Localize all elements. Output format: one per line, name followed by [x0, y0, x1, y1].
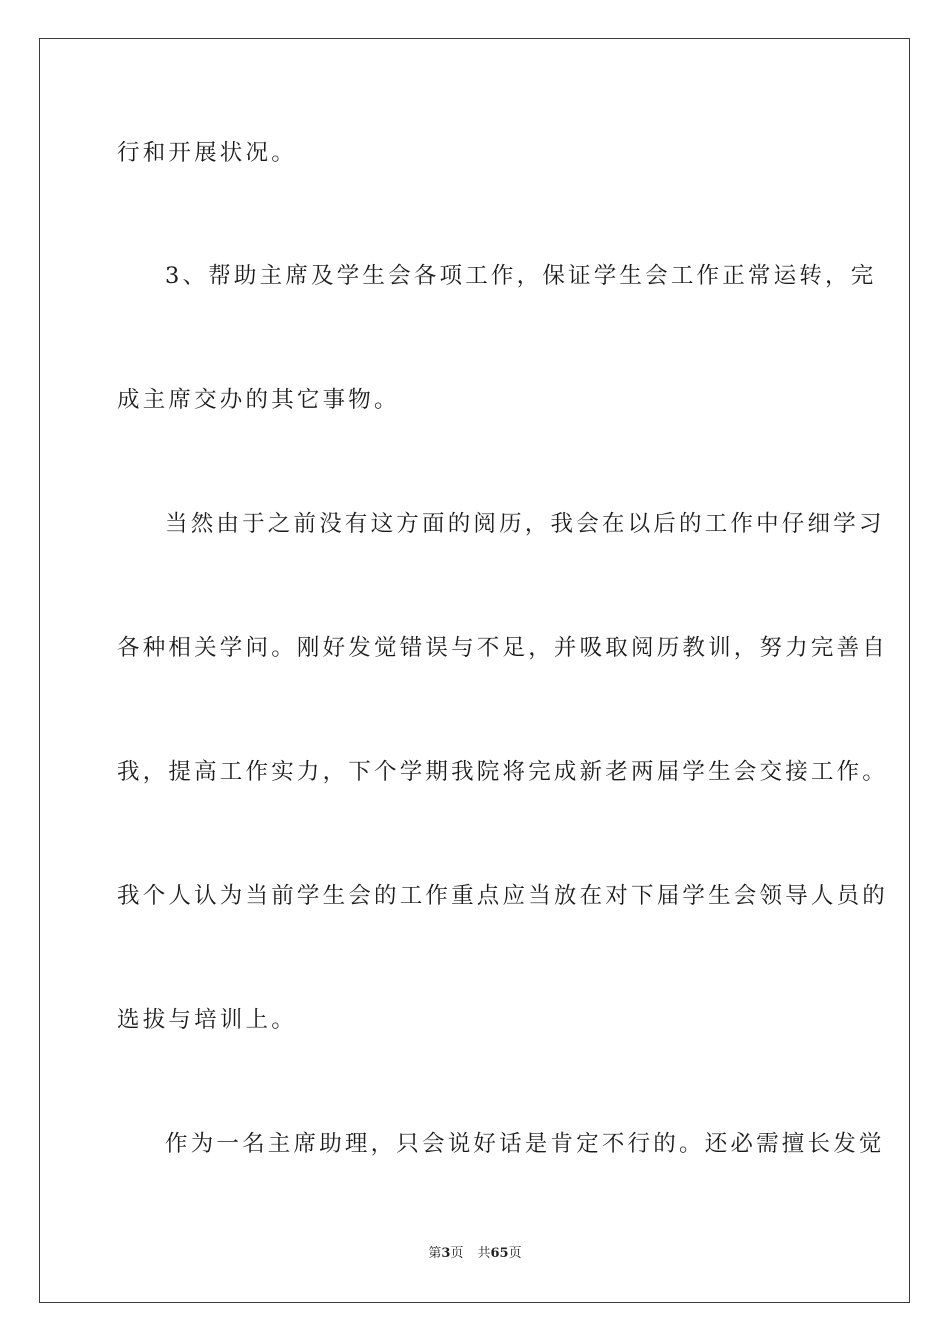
text-line-2: 3、帮助主席及学生会各项工作，保证学生会工作正常运转，完	[165, 263, 877, 289]
footer-page-total: 65	[490, 1246, 509, 1261]
footer-page-current: 3	[441, 1246, 451, 1261]
text-line-5: 各种相关学问。刚好发觉错误与不足，并吸取阅历教训，努力完善自	[117, 635, 889, 661]
text-line-6: 我，提高工作实力，下个学期我院将完成新老两届学生会交接工作。	[117, 759, 889, 785]
text-line-9: 作为一名主席助理，只会说好话是肯定不行的。还必需擅长发觉	[165, 1131, 885, 1157]
footer-page-suffix: 页	[450, 1246, 464, 1261]
text-line-8: 选拔与培训上。	[117, 1007, 297, 1033]
text-line-4: 当然由于之前没有这方面的阅历，我会在以后的工作中仔细学习	[165, 511, 885, 537]
page-border	[39, 38, 910, 1303]
text-line-1: 行和开展状况。	[117, 140, 297, 166]
page-footer	[0, 1246, 950, 1262]
footer-total-suffix: 页	[508, 1246, 522, 1261]
footer-page-prefix: 第	[428, 1246, 442, 1261]
text-line-3: 成主席交办的其它事物。	[117, 387, 400, 413]
text-line-7: 我个人认为当前学生会的工作重点应当放在对下届学生会领导人员的	[117, 883, 889, 909]
footer-total-prefix: 共	[477, 1246, 491, 1261]
